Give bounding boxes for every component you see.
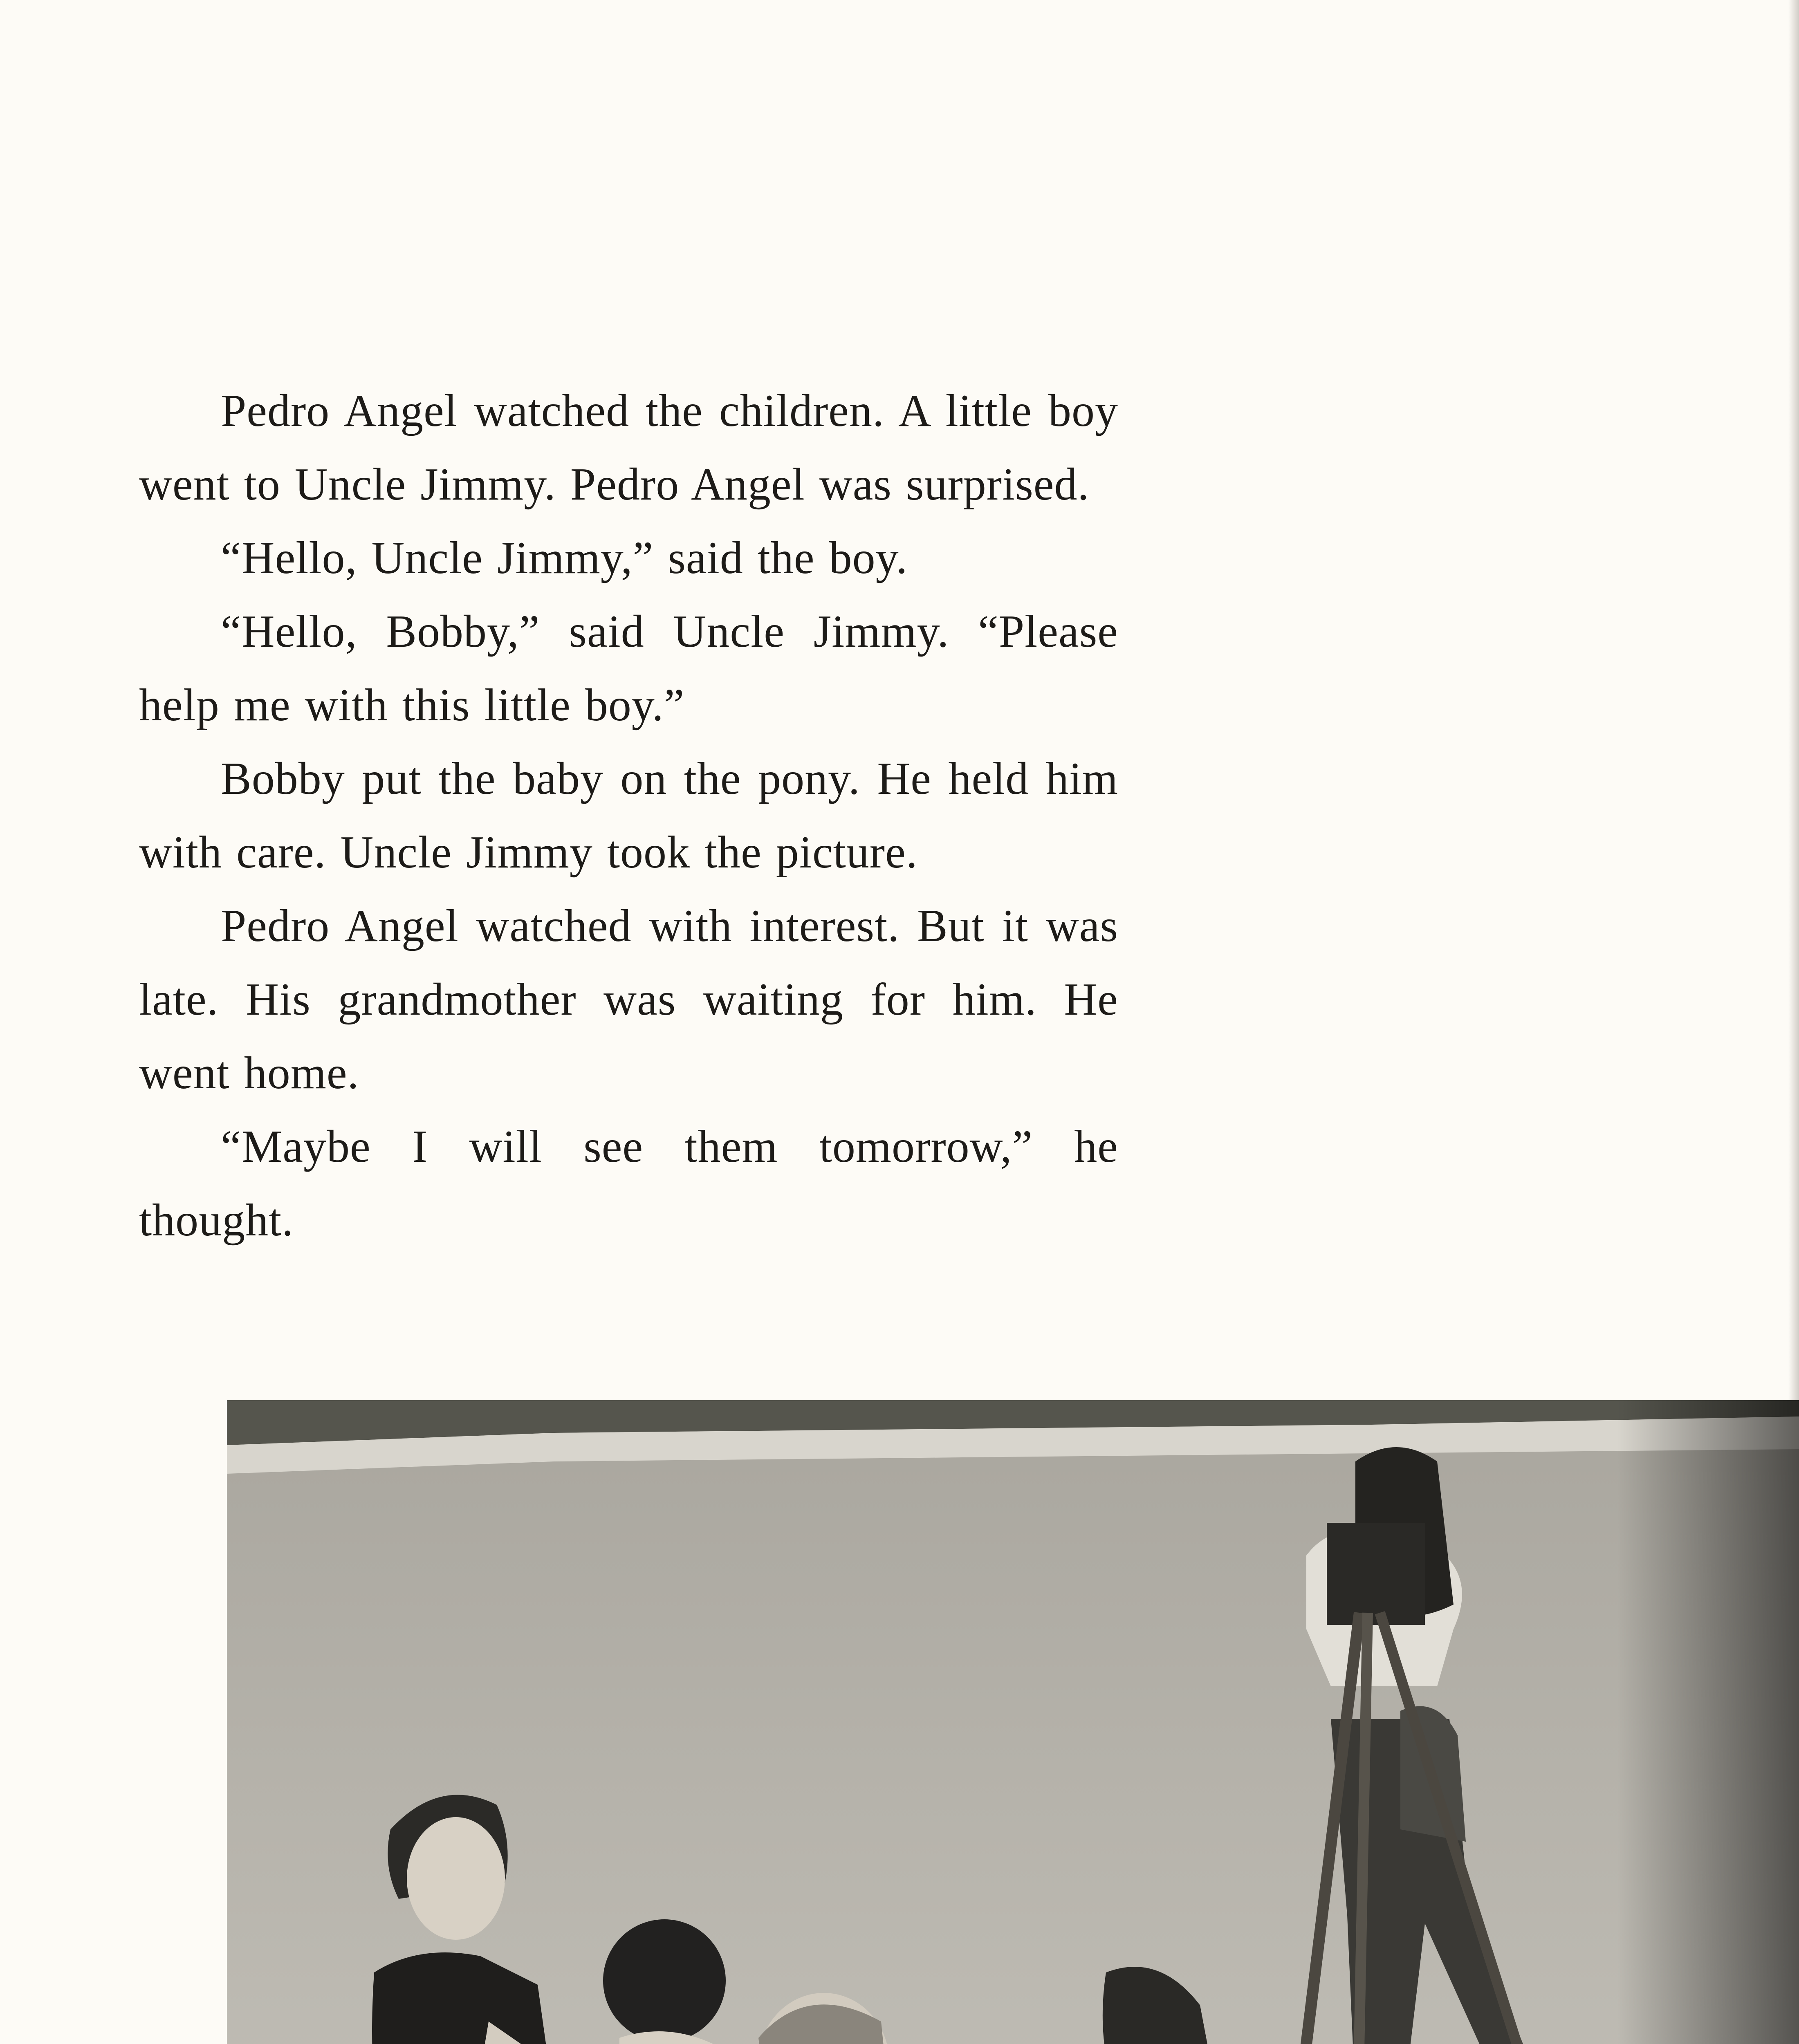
story-text xyxy=(139,374,1118,1257)
paragraph-2: “Hello, Uncle Jimmy,” said the boy. xyxy=(221,533,908,583)
paragraph-6: “Maybe I will see them tomorrow,” he thought. xyxy=(139,1121,1118,1246)
paragraph-5: Pedro Angel watched with interest. But it was late. His grandmother was waiting for him. He went home. xyxy=(139,901,1118,1098)
pavement xyxy=(227,1400,1799,2044)
woman-face xyxy=(407,1817,505,1940)
camera xyxy=(1327,1523,1425,1625)
photograph-pony-ride xyxy=(227,1400,1799,2044)
paragraph-4: Bobby put the baby on the pony. He held him with care. Uncle Jimmy took the picture. xyxy=(139,753,1118,878)
baby-head xyxy=(603,1919,726,2042)
paragraph-1: Pedro Angel watched the children. A little boy went to Uncle Jimmy. Pedro Angel was surprised. xyxy=(139,385,1118,510)
paragraph-3: “Hello, Bobby,” said Uncle Jimmy. “Please help me with this little boy.” xyxy=(139,606,1118,731)
